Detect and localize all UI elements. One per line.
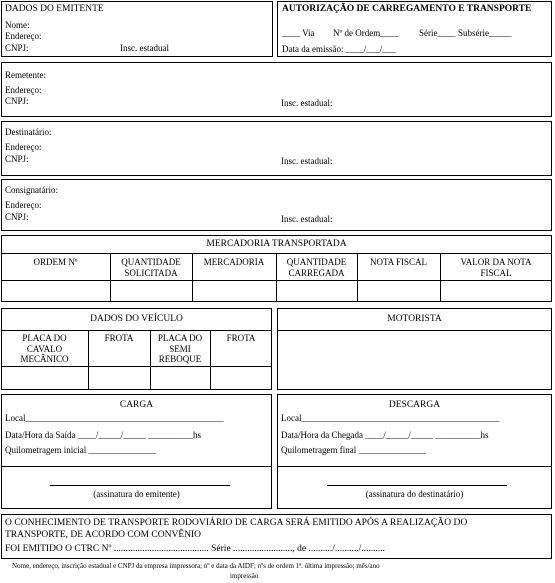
- mercadoria-column-header: SOLICITADA: [124, 267, 178, 278]
- veiculo-column-header: REBOQUE: [158, 354, 202, 364]
- veiculo-column-header: MECÂNICO: [20, 354, 69, 364]
- carga-title: CARGA: [119, 400, 154, 410]
- veiculo-column-header: PLACA DO: [157, 333, 203, 343]
- descarga-title: DESCARGA: [388, 400, 441, 410]
- aviso-line2: TRANSPORTE, DE ACORDO COM CONVÊNIO: [5, 530, 202, 540]
- destinatario-insc: Insc. estadual:: [281, 156, 333, 166]
- veiculo-column-header: FROTA: [226, 333, 256, 343]
- carga-local: Local____________________________________________: [5, 413, 224, 423]
- emitente-cnpj: CNPJ:: [5, 43, 29, 53]
- destinatario-cnpj: CNPJ:: [5, 154, 29, 164]
- remetente-box: [1, 62, 552, 117]
- carga-quilometragem: Quilometragem inicial _______________: [5, 445, 156, 455]
- autorizacao-serie: Série____: [419, 28, 456, 38]
- consignatario-insc: Insc. estadual:: [281, 214, 333, 224]
- descarga-datahora: Data/Hora da Chegada ____/_____/_____ __________hs: [281, 430, 489, 440]
- aviso-footer2: impressão: [230, 572, 259, 580]
- remetente-title: Remetente:: [5, 70, 46, 80]
- autorizacao-subserie: Subsérie_____: [458, 28, 512, 38]
- descarga-divider: [277, 466, 552, 467]
- mercadoria-column-header: QUANTIDADE: [121, 257, 181, 267]
- mercadoria-column-header: QUANTIDADE: [286, 257, 347, 267]
- autorizacao-data: Data da emissão: ____/___/___: [282, 44, 396, 54]
- carga-signature-line: [50, 485, 230, 486]
- carga-assinatura: (assinatura do emitente): [93, 489, 180, 499]
- autorizacao-ordem: Nº de Ordem____: [333, 28, 399, 38]
- emitente-nome: Nome:: [5, 20, 30, 30]
- mercadoria-title: MERCADORIA TRANSPORTADA: [206, 239, 347, 249]
- emitente-insc: Insc. estadual: [120, 43, 169, 53]
- motorista-title: MOTORISTA: [387, 314, 442, 324]
- emitente-title: DADOS DO EMITENTE: [5, 4, 104, 14]
- aviso-footer1: Nome, endereço, inscrição estadual e CNPJ da empresa impressora; nº e data da AIDF; nºs de ordem 1ª. última impressão; mês/ano: [12, 562, 380, 570]
- veiculo-divider: [1, 330, 272, 331]
- remetente-cnpj: CNPJ:: [5, 96, 29, 106]
- mercadoria-column-header: CARREGADA: [288, 267, 345, 278]
- veiculo-column-header: FROTA: [104, 333, 134, 343]
- descarga-signature-line: [327, 485, 507, 486]
- veiculo-column-header: SEMI: [169, 343, 191, 354]
- motorista-divider: [277, 330, 552, 331]
- destinatario-title: Destinatário:: [5, 127, 52, 137]
- consignatario-box: [1, 179, 552, 231]
- descarga-assinatura: (assinatura do destinatário): [365, 489, 464, 499]
- veiculo-column-header: PLACA DO: [22, 333, 67, 343]
- carga-datahora: Data/Hora da Saída ____/_____/_____ __________hs: [5, 430, 201, 440]
- mercadoria-column-header: FISCAL: [480, 267, 512, 278]
- remetente-endereco: Endereço:: [5, 85, 42, 95]
- consignatario-cnpj: CNPJ:: [5, 212, 29, 222]
- autorizacao-via: ____ Via: [282, 28, 315, 38]
- destinatario-endereco: Endereço:: [5, 142, 42, 152]
- veiculo-column-header: CAVALO: [26, 343, 63, 354]
- consignatario-endereco: Endereço:: [5, 200, 42, 210]
- autorizacao-title: AUTORIZAÇÃO DE CARREGAMENTO E TRANSPORTE: [282, 4, 532, 14]
- carga-divider: [1, 466, 272, 467]
- consignatario-title: Consignatário:: [5, 185, 58, 195]
- destinatario-box: [1, 121, 552, 176]
- veiculo-header-divider: [1, 366, 272, 367]
- descarga-quilometragem: Quilometragem final _______________: [281, 445, 426, 455]
- mercadoria-column-header: MERCADORIA: [203, 257, 265, 267]
- aviso-line1: O CONHECIMENTO DE TRANSPORTE RODOVIÁRIO DE CARGA SERÁ EMITIDO APÓS A REALIZAÇÃO DO: [5, 518, 468, 528]
- mercadoria-column-header: NOTA FISCAL: [369, 257, 428, 267]
- aviso-line3: FOI EMITIDO O CTRC Nº ........................................ Série ........................., de ........../........../..........: [5, 544, 386, 554]
- mercadoria-column-header: VALOR DA NOTA: [460, 257, 532, 267]
- emitente-endereco: Endereço:: [5, 31, 42, 41]
- veiculo-title: DADOS DO VEÍCULO: [90, 314, 183, 324]
- descarga-local: Local____________________________________________: [281, 413, 500, 423]
- mercadoria-column-header: ORDEM Nº: [33, 257, 78, 267]
- remetente-insc: Insc. estadual:: [281, 98, 333, 108]
